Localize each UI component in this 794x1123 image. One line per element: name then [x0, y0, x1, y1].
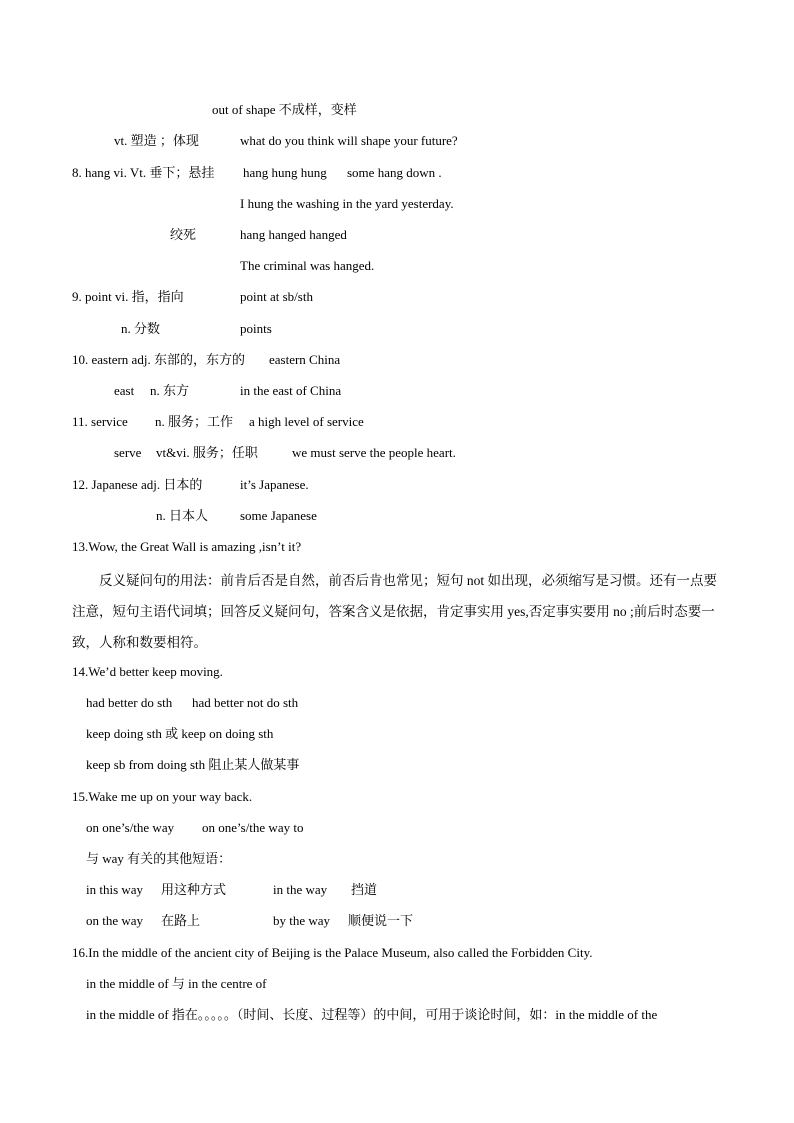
- example: it’s Japanese.: [240, 477, 309, 492]
- definition: n. 东方: [150, 383, 190, 398]
- sentence-heading: 13.Wow, the Great Wall is amazing ,isn’t it?: [72, 539, 302, 554]
- meaning: 挡道: [351, 882, 378, 897]
- label: 与 way 有关的其他短语：: [86, 851, 232, 866]
- example: The criminal was hanged.: [240, 258, 375, 273]
- tag-question-explanation: 反义疑问句的用法：前肯后否是自然，前否后肯也常见；短句 not 如出现，必须缩写是习惯。还有一点要注意，短句主语代词填；回答反义疑问句，答案含义是依据，肯定事实用 yes,否定事实要用 no ;前后时态要一致，人称和数要相符。: [72, 573, 717, 650]
- phrase: had better do sth: [86, 695, 173, 710]
- entry-word: 8. hang vi. Vt. 垂下；悬挂: [72, 165, 215, 180]
- related-word: east: [114, 383, 135, 398]
- example: some Japanese: [240, 508, 317, 523]
- verb-forms: hang hanged hanged: [240, 227, 347, 242]
- entry-word: 11. service: [72, 414, 128, 429]
- entry-word: 10. eastern adj. 东部的，东方的: [72, 352, 245, 367]
- entry-word: 9. point vi. 指，指向: [72, 289, 184, 304]
- entry-word: 12. Japanese adj. 日本的: [72, 477, 203, 492]
- definition: vt. 塑造 ；体现: [114, 133, 199, 148]
- sentence-heading: 16.In the middle of the ancient city of Beijing is the Palace Museum, also called the Forbidden City.: [72, 945, 593, 960]
- sentence-heading: 15.Wake me up on your way back.: [72, 789, 253, 804]
- meaning: 顺便说一下: [348, 913, 414, 928]
- phrase: out of shape 不成样，变样: [212, 102, 357, 117]
- related-word: serve: [114, 445, 142, 460]
- definition: vt&vi. 服务；任职: [156, 445, 258, 460]
- phrase: on one’s/the way: [86, 820, 175, 835]
- example: we must serve the people heart.: [292, 445, 456, 460]
- meaning: 在路上: [161, 913, 201, 928]
- meaning: 用这种方式: [161, 882, 227, 897]
- phrase: had better not do sth: [192, 695, 299, 710]
- definition: n. 分数: [121, 321, 161, 336]
- phrase: on one’s/the way to: [202, 820, 304, 835]
- definition: 绞死: [170, 227, 197, 242]
- example: points: [240, 321, 272, 336]
- definition: n. 服务；工作: [155, 414, 234, 429]
- example: a high level of service: [249, 414, 364, 429]
- phrase: in the way: [273, 882, 328, 897]
- verb-forms: hang hung hung: [243, 165, 327, 180]
- sentence-heading: 14.We’d better keep moving.: [72, 664, 223, 679]
- phrase: keep sb from doing sth 阻止某人做某事: [86, 757, 300, 772]
- phrase: in this way: [86, 882, 144, 897]
- phrase: on the way: [86, 913, 144, 928]
- example: I hung the washing in the yard yesterday.: [240, 196, 454, 211]
- example: eastern China: [269, 352, 341, 367]
- phrase: keep doing sth 或 keep on doing sth: [86, 726, 274, 741]
- phrase: by the way: [273, 913, 331, 928]
- phrase: point at sb/sth: [240, 289, 313, 304]
- phrase: in the middle of 与 in the centre of: [86, 976, 267, 991]
- example: some hang down .: [347, 165, 442, 180]
- definition: n. 日本人: [156, 508, 209, 523]
- example: in the east of China: [240, 383, 342, 398]
- example: what do you think will shape your future?: [240, 133, 458, 148]
- explanation: in the middle of 指在。。。。。（时间、长度、过程等）的中间，可用于谈论时间，如：in the middle of the: [86, 1007, 658, 1022]
